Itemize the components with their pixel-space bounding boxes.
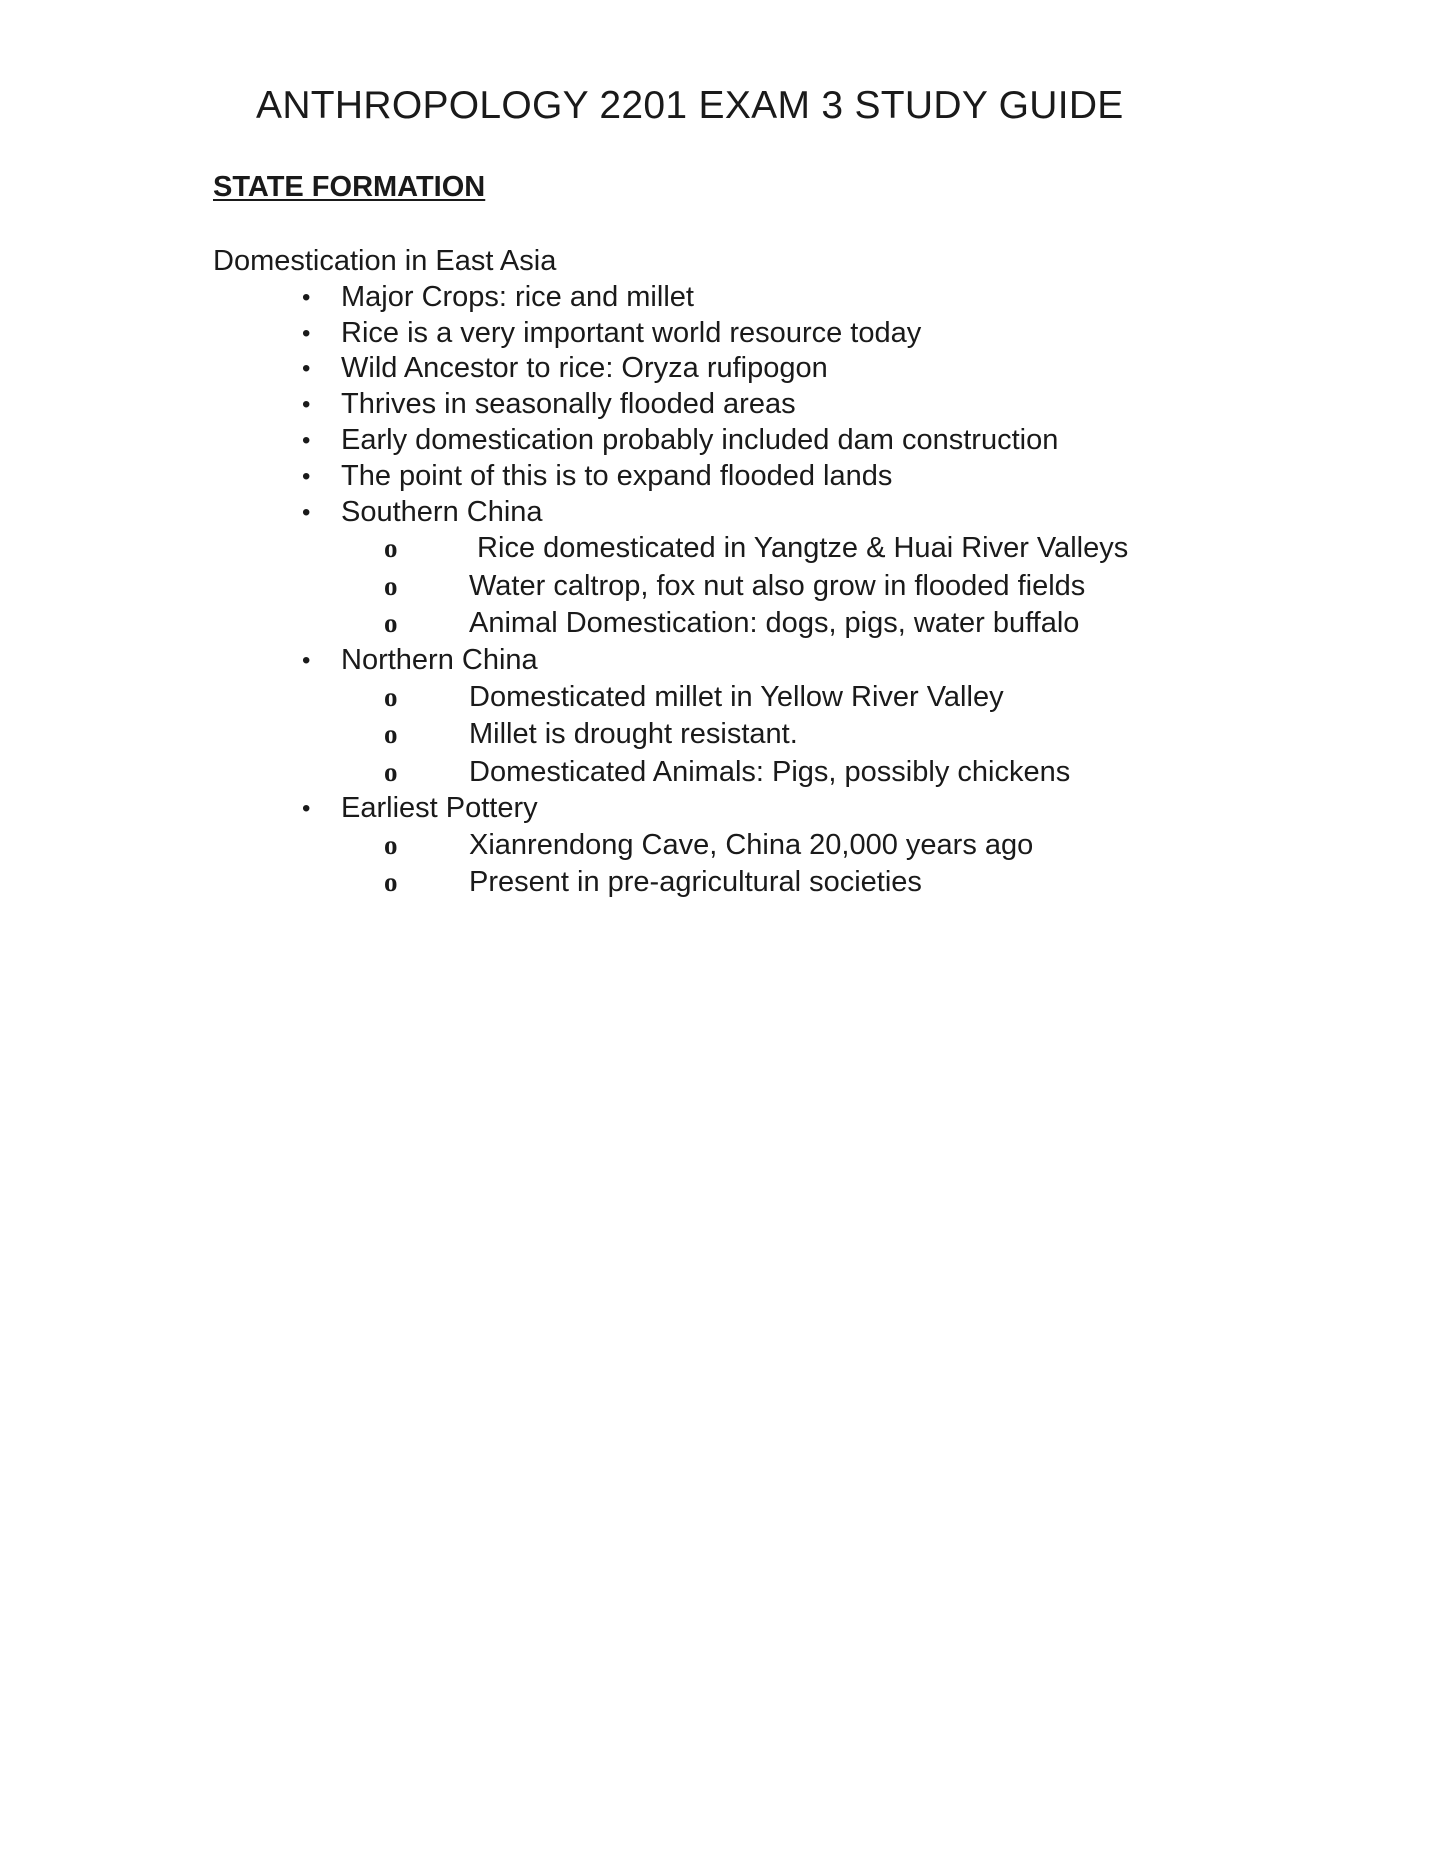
- section-heading: STATE FORMATION: [213, 171, 486, 203]
- bullet-text: Earliest Pottery: [341, 792, 538, 825]
- sub-bullet-icon: o: [384, 533, 398, 564]
- bullet-text: Southern China: [341, 495, 543, 528]
- document-title: ANTHROPOLOGY 2201 EXAM 3 STUDY GUIDE: [256, 84, 1124, 127]
- subsection-title: Domestication in East Asia: [213, 245, 557, 277]
- sub-list-text: Rice domesticated in Yangtze & Huai River Valleys: [469, 532, 1129, 565]
- sub-bullet-icon: o: [384, 756, 398, 787]
- sub-bullet-icon: o: [384, 867, 398, 898]
- sub-list-item: [384, 530, 1128, 568]
- bullet-icon: •: [302, 283, 311, 311]
- bullet-icon: •: [302, 355, 311, 383]
- sub-list-text: Millet is drought resistant.: [469, 718, 798, 751]
- sub-bullet-icon: o: [384, 608, 398, 639]
- bullet-item: [213, 495, 1128, 643]
- bullet-icon: •: [302, 646, 311, 674]
- bullet-text: Rice is a very important world resource today: [341, 316, 922, 349]
- bullet-item: [213, 459, 1128, 495]
- sub-list-item: [384, 864, 1128, 902]
- bullet-item: [213, 423, 1128, 459]
- sub-list-text: Water caltrop, fox nut also grow in flooded fields: [469, 569, 1086, 602]
- sub-bullet-icon: o: [384, 829, 398, 860]
- sub-list-container: [213, 679, 1128, 792]
- bullet-item: [213, 280, 1128, 316]
- bullet-icon: •: [302, 319, 311, 347]
- bullet-icon: •: [302, 426, 311, 454]
- sub-list-item: [384, 754, 1128, 792]
- sub-list-container: [213, 530, 1128, 643]
- sub-list: [384, 827, 1128, 902]
- sub-list-text: Present in pre-agricultural societies: [469, 866, 922, 899]
- section-body: [213, 244, 1128, 902]
- bullet-item: [213, 316, 1128, 352]
- bullet-text: Thrives in seasonally flooded areas: [341, 388, 796, 421]
- bullet-item: [213, 791, 1128, 902]
- sub-list: [384, 679, 1128, 792]
- sub-list-text: Domesticated Animals: Pigs, possibly chickens: [469, 755, 1071, 788]
- sub-list-text: Xianrendong Cave, China 20,000 years ago: [469, 828, 1034, 861]
- bullet-list: [213, 280, 1128, 902]
- sub-list-item: [384, 716, 1128, 754]
- bullet-text: The point of this is to expand flooded lands: [341, 459, 893, 492]
- bullet-item: [213, 387, 1128, 423]
- sub-list-item: [384, 568, 1128, 606]
- sub-list-text: Animal Domestication: dogs, pigs, water buffalo: [469, 607, 1080, 640]
- bullet-item: [213, 351, 1128, 387]
- bullet-icon: •: [302, 462, 311, 490]
- sub-list-item: [384, 679, 1128, 717]
- sub-list-item: [384, 827, 1128, 865]
- sub-list-container: [213, 827, 1128, 902]
- bullet-text: Wild Ancestor to rice: Oryza rufipogon: [341, 352, 828, 385]
- bullet-text: Northern China: [341, 643, 538, 676]
- bullet-text: Early domestication probably included dam construction: [341, 423, 1059, 456]
- bullet-text: Major Crops: rice and millet: [341, 280, 694, 313]
- sub-list-item: [384, 605, 1128, 643]
- bullet-icon: •: [302, 498, 311, 526]
- bullet-item: [213, 643, 1128, 791]
- sub-list-text: Domesticated millet in Yellow River Valley: [469, 680, 1004, 713]
- bullet-icon: •: [302, 795, 311, 823]
- sub-bullet-icon: o: [384, 570, 398, 601]
- sub-list: [384, 530, 1128, 643]
- bullet-icon: •: [302, 391, 311, 419]
- sub-bullet-icon: o: [384, 681, 398, 712]
- sub-bullet-icon: o: [384, 719, 398, 750]
